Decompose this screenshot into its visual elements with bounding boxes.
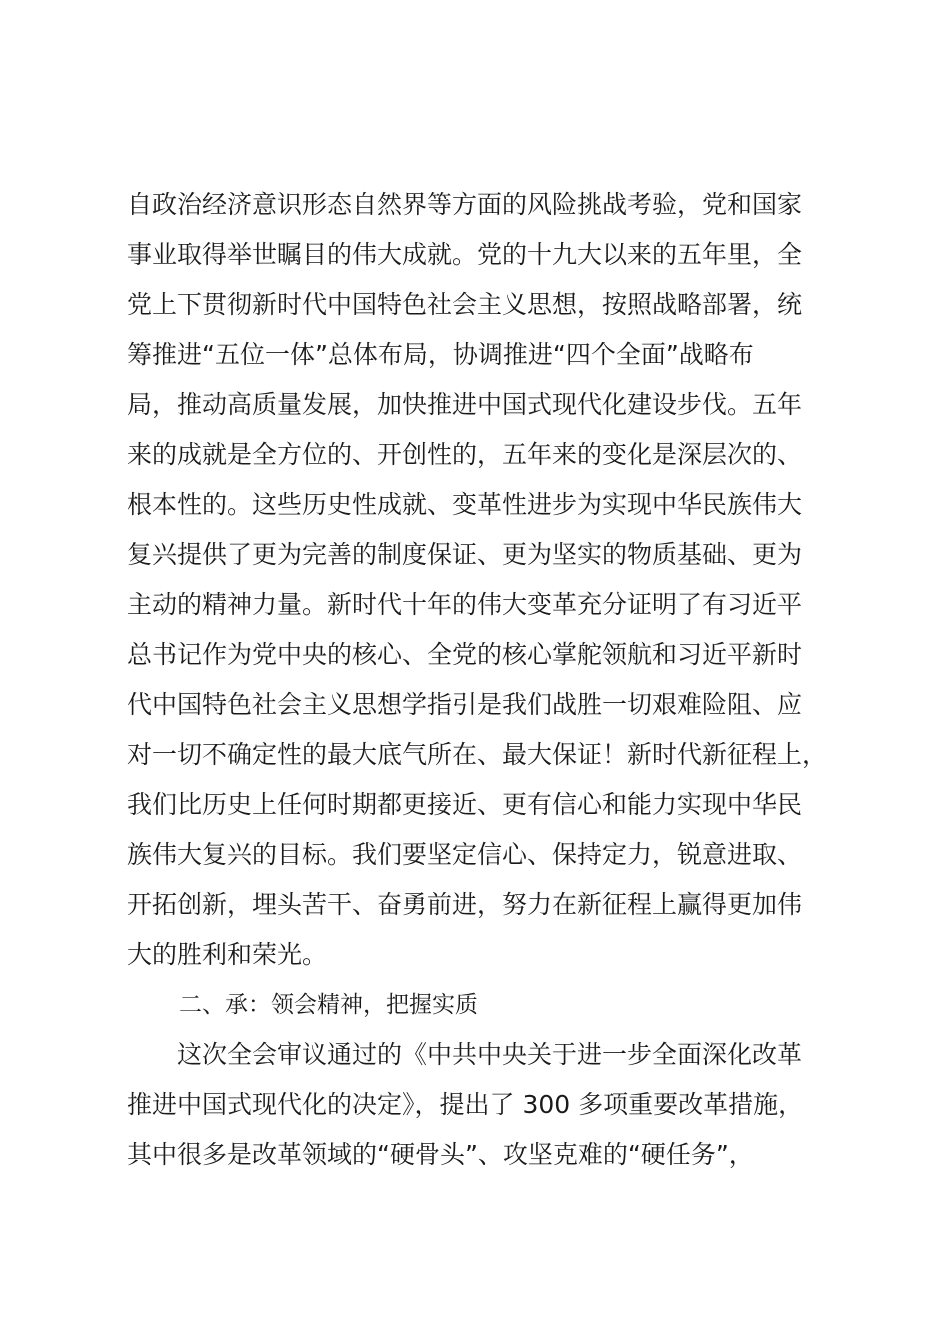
document-body — [127, 180, 847, 1180]
paragraph-line: 筹推进“五位一体”总体布局，协调推进“四个全面”战略布 — [127, 340, 754, 369]
paragraph-line: 这次全会审议通过的《中共中央关于进一步全面深化改革 — [177, 1040, 803, 1069]
paragraph-line: 我们比历史上任何时期都更接近、更有信心和能力实现中华民 — [127, 790, 803, 819]
paragraph-line: 自政治经济意识形态自然界等方面的风险挑战考验，党和国家 — [127, 190, 803, 219]
paragraph-line: 局，推动高质量发展，加快推进中国式现代化建设步伐。五年 — [127, 390, 803, 419]
paragraph-line: 推进中国式现代化的决定》，提出了 300 多项重要改革措施， — [127, 1090, 804, 1119]
paragraph-line: 对一切不确定性的最大底气所在、最大保证！新时代新征程上， — [127, 740, 828, 769]
paragraph-line: 总书记作为党中央的核心、全党的核心掌舵领航和习近平新时 — [127, 640, 803, 669]
paragraph-line: 根本性的。这些历史性成就、变革性进步为实现中华民族伟大 — [127, 490, 803, 519]
paragraph-line: 开拓创新，埋头苦干、奋勇前进，努力在新征程上赢得更加伟 — [127, 890, 803, 919]
paragraph-line: 来的成就是全方位的、开创性的，五年来的变化是深层次的、 — [127, 440, 803, 469]
paragraph-line: 族伟大复兴的目标。我们要坚定信心、保持定力，锐意进取、 — [127, 840, 803, 869]
section-heading: 二、承：领会精神，把握实质 — [179, 992, 478, 1018]
paragraph-line: 党上下贯彻新时代中国特色社会主义思想，按照战略部署，统 — [127, 290, 803, 319]
paragraph-line: 主动的精神力量。新时代十年的伟大变革充分证明了有习近平 — [127, 590, 803, 619]
paragraph-line: 代中国特色社会主义思想学指引是我们战胜一切艰难险阻、应 — [127, 690, 803, 719]
paragraph-line: 事业取得举世瞩目的伟大成就。党的十九大以来的五年里，全 — [127, 240, 803, 269]
paragraph-line: 其中很多是改革领域的“硬骨头”、攻坚克难的“硬任务”， — [127, 1140, 754, 1169]
paragraph-line: 大的胜利和荣光。 — [127, 940, 328, 969]
paragraph-line: 复兴提供了更为完善的制度保证、更为坚实的物质基础、更为 — [127, 540, 803, 569]
